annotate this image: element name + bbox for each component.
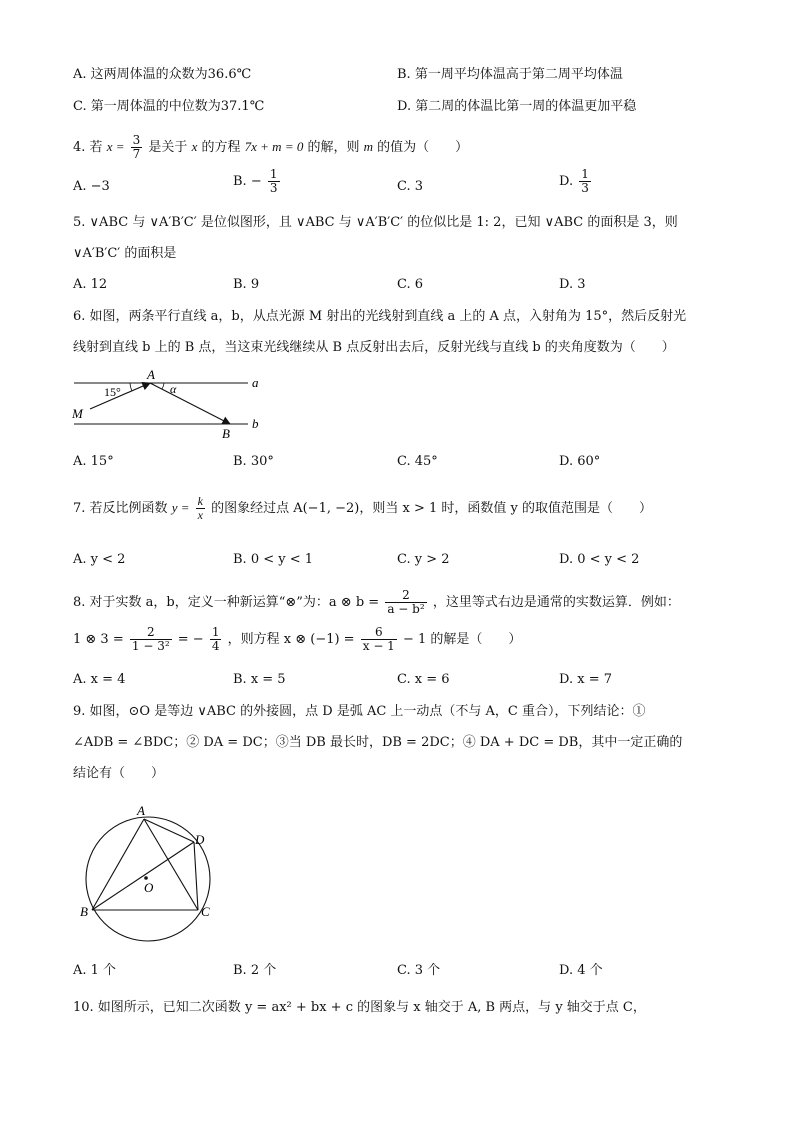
q5-option-c: C. 6 bbox=[397, 277, 424, 292]
q3-option-c: C. 第一周体温的中位数为37.1℃ bbox=[73, 99, 265, 114]
fig6-label-b: b bbox=[252, 416, 259, 431]
q4-frac-den: 7 bbox=[132, 147, 141, 161]
q4-option-b bbox=[233, 168, 282, 196]
q7-option-c: C. y > 2 bbox=[397, 552, 450, 567]
q4-option-b-num: 1 bbox=[269, 167, 278, 181]
q4-frac-num: 3 bbox=[132, 133, 141, 147]
fig6-label-A: A bbox=[147, 367, 155, 382]
q4-option-d bbox=[559, 168, 593, 196]
q6-figure bbox=[60, 362, 280, 442]
q8-frac3-den: 4 bbox=[211, 639, 220, 653]
q5-option-a: A. 12 bbox=[73, 277, 108, 292]
q7-option-d: D. 0 < y < 2 bbox=[559, 552, 640, 567]
segment-ab bbox=[92, 819, 144, 910]
q8-example-post: − 1 的解是（ ） bbox=[402, 632, 522, 647]
q6-option-b: B. 30° bbox=[233, 454, 274, 469]
q4-option-a: A. −3 bbox=[73, 179, 110, 194]
q8-fraction-1 bbox=[385, 589, 426, 616]
fig9-label-O: O bbox=[144, 880, 154, 895]
q9-figure bbox=[76, 800, 226, 948]
angle-alpha-arc bbox=[162, 383, 164, 389]
q6-stem-line2: 线射到直线 b 上的 B 点，当这束光线继续从 B 点反射出去后，反射光线与直线 b 的夹角度数为（ ） bbox=[73, 340, 675, 355]
fig9-label-B: B bbox=[80, 904, 88, 919]
q4-var: x bbox=[191, 139, 198, 154]
q4-option-c: C. 3 bbox=[397, 179, 424, 194]
q9-stem-line3: 结论有（ ） bbox=[73, 766, 165, 781]
q3-option-d: D. 第二周的体温比第一周的体温更加平稳 bbox=[397, 99, 637, 114]
q8-frac4-num: 6 bbox=[361, 626, 397, 640]
q9-option-c: C. 3 个 bbox=[397, 963, 441, 978]
q8-stem-line1 bbox=[73, 589, 680, 617]
q8-frac1-num: 2 bbox=[385, 589, 426, 603]
q5-option-b: B. 9 bbox=[233, 277, 260, 292]
q8-stem-line2 bbox=[73, 626, 521, 654]
q9-option-d: D. 4 个 bbox=[559, 963, 603, 978]
fig6-label-B: B bbox=[222, 426, 230, 441]
circle-o bbox=[86, 817, 210, 941]
q8-fraction-2 bbox=[130, 626, 172, 653]
segment-dc bbox=[194, 842, 198, 910]
q5-stem-line2: ∨A′B′C′ 的面积是 bbox=[73, 246, 177, 261]
q6-stem-line1: 6. 如图，两条平行直线 a，b，从点光源 M 射出的光线射到直线 a 上的 A 点，入射角为 15°，然后反射光 bbox=[73, 309, 687, 324]
q7-stem-pre: 7. 若反比例函数 bbox=[73, 501, 168, 516]
reflected-ray bbox=[150, 383, 230, 424]
q8-frac2-num: 2 bbox=[130, 626, 172, 640]
q5-option-d: D. 3 bbox=[559, 277, 586, 292]
q7-fraction bbox=[196, 495, 205, 522]
q8-example-pre: 1 ⊗ 3 = bbox=[73, 632, 124, 647]
q4-option-d-den: 3 bbox=[581, 181, 589, 195]
q4-stem-pre: 4. 若 bbox=[73, 140, 103, 155]
q4-option-d-label: D. bbox=[559, 174, 574, 189]
q8-frac4-den: x − 1 bbox=[362, 639, 395, 653]
q8-stem-post: ，这里等式右边是通常的实数运算．例如： bbox=[432, 595, 680, 610]
q8-stem-pre: 8. 对于实数 a，b，定义一种新运算“⊗”为：a ⊗ b = bbox=[73, 595, 380, 610]
q7-y-equals: y = bbox=[171, 500, 190, 515]
q9-stem-line1: 9. 如图，⊙O 是等边 ∨ABC 的外接圆，点 D 是弧 AC 上一动点（不与 A，C 重合），下列结论：① bbox=[73, 704, 646, 719]
q4-stem-end: 的值为（ ） bbox=[377, 140, 469, 155]
fig9-label-D: D bbox=[195, 832, 205, 847]
q9-option-a: A. 1 个 bbox=[73, 963, 117, 978]
q9-stem-line2: ∠ADB = ∠BDC；② DA = DC；③当 DB 最长时，DB = 2DC；④ DA + DC = DB，其中一定正确的 bbox=[73, 735, 683, 750]
q8-option-c: C. x = 6 bbox=[397, 672, 450, 687]
q4-option-b-fraction bbox=[268, 168, 280, 195]
q4-option-b-sign: − bbox=[250, 174, 262, 189]
q7-frac-den: x bbox=[197, 508, 203, 522]
q8-option-a: A. x = 4 bbox=[73, 672, 126, 687]
q8-frac2-den: 1 − 3² bbox=[131, 639, 170, 653]
q7-option-b: B. 0 < y < 1 bbox=[233, 552, 314, 567]
fig6-label-M: M bbox=[72, 406, 83, 421]
q3-option-a: A. 这两周体温的众数为36.6℃ bbox=[73, 67, 252, 82]
q8-frac1-den: a − b² bbox=[387, 602, 425, 616]
q4-stem-mid: 是关于 bbox=[148, 140, 188, 155]
q4-fraction bbox=[131, 134, 143, 161]
q4-stem-mid2: 的方程 bbox=[201, 140, 241, 155]
q8-option-d: D. x = 7 bbox=[559, 672, 612, 687]
q9-option-b: B. 2 个 bbox=[233, 963, 277, 978]
angle-15-arc bbox=[130, 383, 132, 391]
q4-option-d-num: 1 bbox=[581, 167, 589, 181]
fig9-label-A: A bbox=[137, 803, 145, 818]
fig6-label-a: a bbox=[252, 375, 259, 390]
q5-stem-line1: 5. ∨ABC 与 ∨A′B′C′ 是位似图形，且 ∨ABC 与 ∨A′B′C′ 的位似比是 1: 2，已知 ∨ABC 的面积是 3，则 bbox=[73, 215, 678, 230]
q6-option-a: A. 15° bbox=[73, 454, 114, 469]
q4-stem bbox=[73, 134, 468, 161]
q7-stem-post: 的图象经过点 A(−1, −2)，则当 x > 1 时，函数值 y 的取值范围是（ ） bbox=[211, 501, 652, 516]
q7-frac-num: k bbox=[197, 494, 203, 508]
q4-option-d-fraction bbox=[579, 168, 591, 195]
q4-equation: 7x + m = 0 bbox=[244, 139, 304, 154]
fig6-label-alpha: α bbox=[170, 382, 177, 396]
q3-option-b: B. 第一周平均体温高于第二周平均体温 bbox=[397, 67, 623, 82]
q6-option-c: C. 45° bbox=[397, 454, 438, 469]
q8-fraction-4 bbox=[361, 626, 397, 653]
segment-bd bbox=[92, 842, 194, 910]
q8-example-mid2: ，则方程 x ⊗ (−1) = bbox=[227, 632, 355, 647]
q4-x-equals: x = bbox=[106, 139, 125, 154]
q4-option-b-den: 3 bbox=[269, 181, 278, 195]
q8-fraction-3 bbox=[210, 626, 222, 653]
fig9-label-C: C bbox=[201, 904, 210, 919]
q8-example-mid: = − bbox=[177, 632, 204, 647]
q8-frac3-num: 1 bbox=[211, 625, 220, 639]
q4-m: m bbox=[363, 139, 374, 154]
q4-stem-post: 的解，则 bbox=[307, 140, 360, 155]
q6-option-d: D. 60° bbox=[559, 454, 601, 469]
q4-option-b-label: B. bbox=[233, 174, 247, 189]
q7-option-a: A. y < 2 bbox=[73, 552, 126, 567]
q8-option-b: B. x = 5 bbox=[233, 672, 286, 687]
fig6-label-15: 15° bbox=[104, 385, 121, 399]
q7-stem bbox=[73, 494, 652, 523]
q10-stem-line1: 10. 如图所示，已知二次函数 y = ax² + bx + c 的图象与 x 轴交于 A, B 两点，与 y 轴交于点 C， bbox=[73, 1000, 646, 1015]
